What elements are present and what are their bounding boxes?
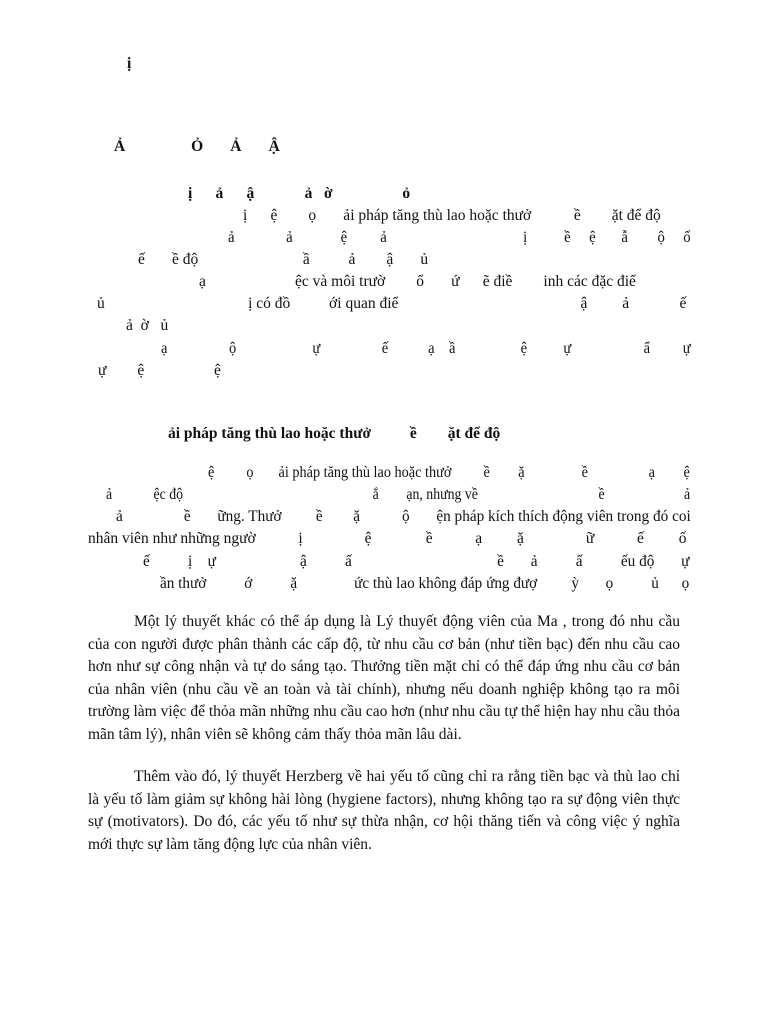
fragment-line: ự ệ ệ [98, 362, 221, 379]
fragment-line: ế ị ự ậ ấ ề ả ấ ếu độ ự [143, 553, 690, 570]
fragment-line: ị ả ậ ả ờ ỏ [188, 185, 411, 202]
page-header-fragment: ị [127, 55, 132, 72]
fragment-line: nhân viên như những ngườ ị ệ ề ạ ặ ữ ế ố [88, 530, 687, 547]
fragment-line: ạ ộ ự ế ạ ầ ệ ự ẩ ự [161, 340, 691, 357]
fragment-line: ị ệ ọ ải pháp tăng thù lao hoặc thưở ề ặt để độ [243, 207, 661, 224]
fragment-line: ả ả ệ ả ị ề ệ ẫ ộ ố [228, 229, 691, 246]
paragraph-herzberg: Thêm vào đó, lý thuyết Herzberg về hai yếu tố cũng chỉ ra rằng tiền bạc và thù lao chỉ là yếu tố làm giảm sự không hài lòng (hygiene factors), nhưng không tạo ra sự động viên thực sự (motivators). Do đó, các yếu tố như sự thừa nhận, cơ hội thăng tiến và công việc ý nghĩa mới thực sự làm tăng động lực của nhân viên. [88, 768, 680, 853]
fragment-line: ả ệc độ ắ ạn, nhưng về ề ả [106, 486, 691, 503]
section-heading-fragment: Ả Ỏ Ả Ậ [114, 138, 280, 155]
fragment-line: ả ề ững. Thưở ề ặ ộ ện pháp kích thích động viên trong đó coi [116, 508, 691, 525]
paragraph-maslow: Một lý thuyết khác có thể áp dụng là Lý thuyết động viên của Ma , trong đó nhu cầu của con người được phân thành các cấp độ, từ nhu cầu cơ bản (như tiền bạc) đến nhu cầu cao hơn như sự công nhận và tự do sáng tạo. Thưởng tiền mặt chỉ có thể đáp ứng nhu cầu cơ bản của nhân viên (nhu cầu về an toàn và tài chính), nhưng nếu doanh nghiệp không tạo ra môi trường làm việc để thỏa mãn những nhu cầu cao hơn (như nhu cầu tự thể hiện hay nhu cầu thỏa mãn tâm lý), nhân viên sẽ không cảm thấy thỏa mãn lâu dài. [88, 613, 680, 743]
fragment-line: ạ ệc và môi trườ ổ ứ ẽ điề inh các đặc điể [199, 273, 636, 290]
fragment-line: ế ề độ ầ ả ậ ủ [138, 251, 429, 268]
fragment-line: ệ ọ ải pháp tăng thù lao hoặc thưở ề ặ ề ạ ệ [208, 464, 690, 481]
subheading: ải pháp tăng thù lao hoặc thưở ề ặt để độ [168, 425, 501, 442]
fragment-line: ần thưở ớ ặ ức thù lao không đáp ứng đượ ỳ ọ ủ ọ [160, 575, 690, 592]
fragment-line: ả ờ ủ [126, 317, 169, 334]
fragment-line: ủ ị có đồ ới quan điể ậ ả ế [97, 295, 687, 312]
